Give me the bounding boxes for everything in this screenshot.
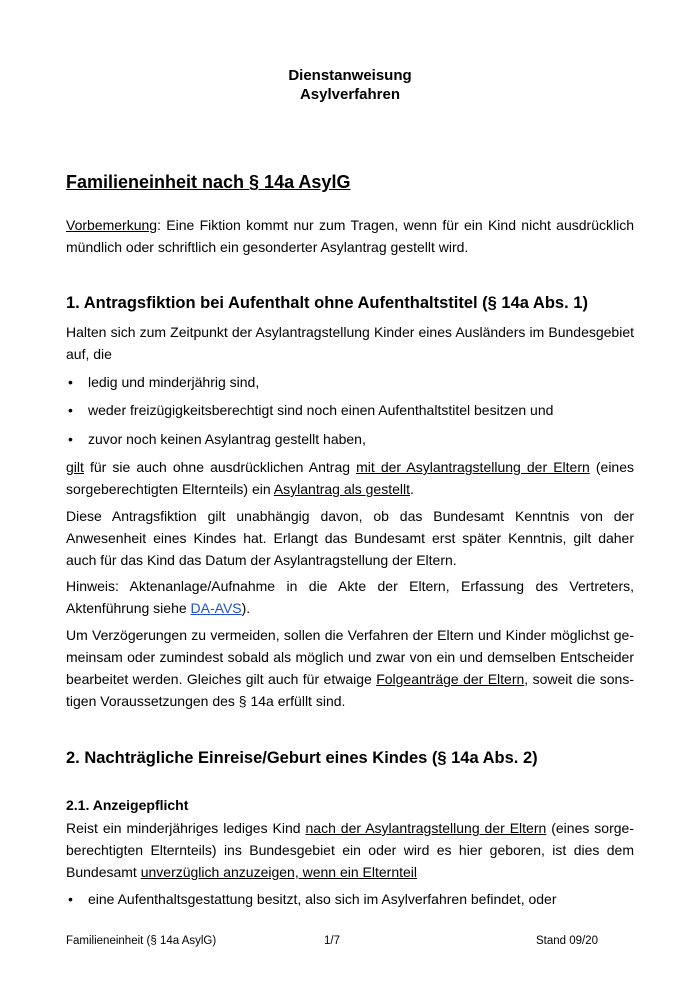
text-fragment: (eines sorgeberechtigten Elternteils) ins Bundesgebiet ein oder wird es hier geboren, ist dies dem Bundesamt <box>66 820 635 880</box>
section-2-heading: 2. Nachträgliche Einreise/Geburt eines Kindes (§ 14a Abs. 2) <box>66 749 538 767</box>
document-title <box>66 66 634 104</box>
footer-document-name: Familieneinheit (§ 14a AsylG) <box>66 935 217 947</box>
text-fragment: mit der Asylantragstellung der Eltern <box>356 459 590 475</box>
section-1-paragraph-2: Diese Antragsfiktion gilt unabhängig davon, ob das Bundesamt Kenntnis von der Anwesenheit eines Kindes hat. Erlangt das Bundesamt erst später Kenntnis, gilt daher auch für das Kind das Datum der Asylantragstellung der Eltern. <box>66 508 634 568</box>
text-fragment: Folgeanträge der Eltern <box>376 671 525 687</box>
title-line-1: Dienstanweisung <box>288 67 412 84</box>
title-line-2: Asylverfahren <box>299 86 401 103</box>
text-fragment: Um Verzögerungen zu vermeiden, sollen die Verfahren der Eltern und Kinder möglichst gemeinsam oder zumindest sobald als möglich und zwar von ein und demselben Entscheider bearbeitet werden. Gleiches gilt auch für etwaige <box>66 627 634 687</box>
text-fragment: (eines sorgeberechtigten Elternteils) ein <box>66 459 634 497</box>
text-fragment: , soweit die sonstigen Voraussetzungen des § 14a erfüllt sind. <box>66 671 634 709</box>
text-fragment: nach der Asylantragstellung der Eltern <box>305 820 547 836</box>
section-1-heading: 1. Antragsfiktion bei Aufenthalt ohne Aufenthaltstitel (§ 14a Abs. 1) <box>66 294 588 312</box>
section-2-1-heading: 2.1. Anzeigepflicht <box>66 797 189 813</box>
bullet-icon: • <box>68 891 73 907</box>
vorbemerkung-label: Vorbemerkung <box>66 217 158 233</box>
text-fragment: . <box>409 481 414 497</box>
section-1-paragraph-4 <box>66 624 634 712</box>
text-fragment: gilt <box>66 459 84 475</box>
da-avs-link[interactable]: DA-AVS <box>190 600 242 616</box>
text-fragment: Asylantrag als gestellt <box>273 481 410 497</box>
list-item-text: ledig und minderjährig sind, <box>88 374 260 390</box>
main-heading: Familieneinheit nach § 14a AsylG <box>66 172 351 192</box>
list-item-text: zuvor noch keinen Asylantrag gestellt haben, <box>88 431 366 447</box>
footer-page-number: 1/7 <box>324 935 340 947</box>
bullet-icon: • <box>68 374 73 390</box>
list-item-text: weder freizügigkeitsberechtigt sind noch einen Aufenthaltstitel besitzen und <box>88 402 554 418</box>
section-1-paragraph-1 <box>66 456 634 500</box>
bullet-icon: • <box>68 431 73 447</box>
bullet-icon: • <box>68 402 73 418</box>
vorbemerkung-paragraph <box>66 214 634 258</box>
text-fragment: für sie auch ohne ausdrücklichen Antrag <box>83 459 357 475</box>
vorbemerkung-text: : Eine Fiktion kommt nur zum Tragen, wenn für ein Kind nicht ausdrücklich mündlich oder schriftlich ein gesonderter Asylantrag gestellt wird. <box>66 217 634 255</box>
text-fragment: unverzüglich anzuzeigen, wenn ein Elternteil <box>140 864 417 880</box>
text-fragment: ). <box>241 600 251 616</box>
text-fragment: Hinweis: Aktenanlage/Aufnahme in die Akte der Eltern, Erfassung des Vertreters, Aktenführung siehe <box>66 578 634 616</box>
section-2-1-paragraph <box>66 817 634 883</box>
text-fragment: Reist ein minderjähriges lediges Kind <box>66 820 306 836</box>
list-item-text: eine Aufenthaltsgestattung besitzt, also sich im Asylverfahren befindet, oder <box>88 891 557 907</box>
section-1-hint-paragraph <box>66 575 634 619</box>
section-1-intro: Halten sich zum Zeitpunkt der Asylantragstellung Kinder eines Ausländers im Bundesgebiet auf, die <box>66 324 634 362</box>
footer-date: Stand 09/20 <box>536 935 599 947</box>
